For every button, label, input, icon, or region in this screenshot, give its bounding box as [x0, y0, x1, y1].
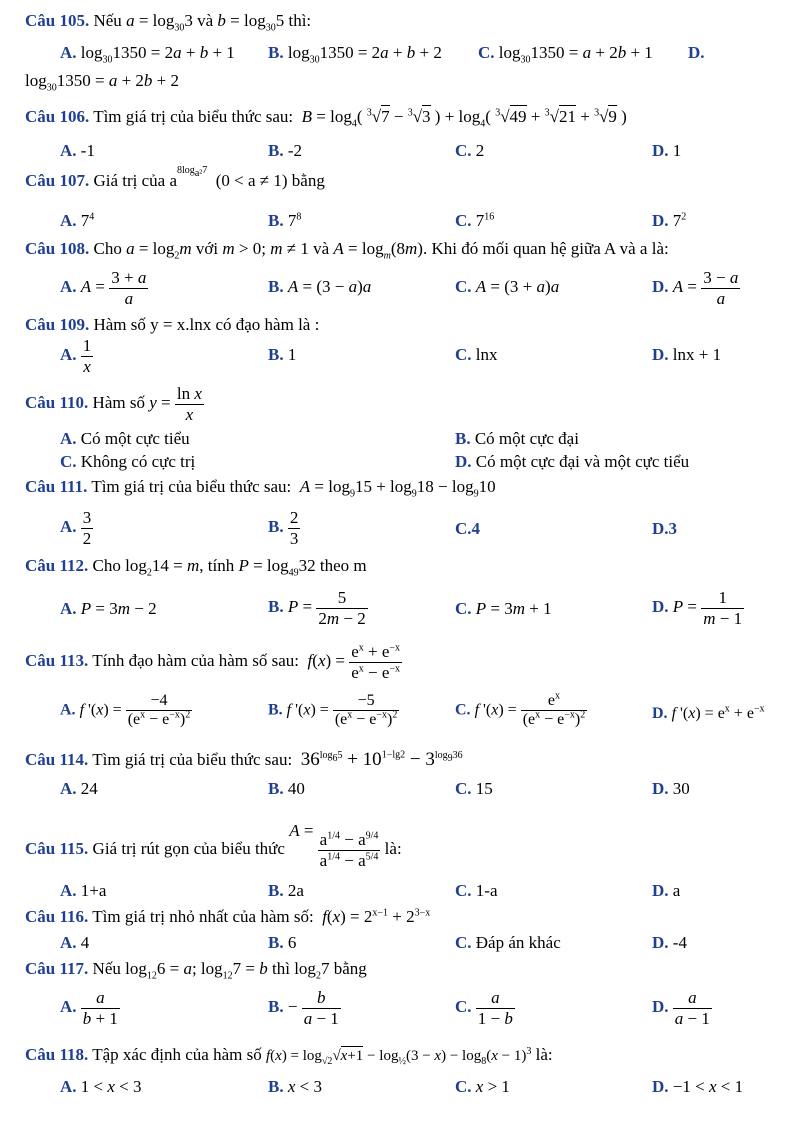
question-label: Câu 106.	[25, 107, 90, 126]
question-text: Tìm giá trị của biểu thức sau:	[93, 107, 294, 126]
question-label: Câu 110.	[25, 392, 89, 412]
question-label: Câu 108.	[25, 239, 90, 258]
option-107-b: B. $7^8$	[268, 211, 302, 230]
question-label: Câu 117.	[25, 959, 89, 978]
option-110-d: D. Có một cực đại và một cực tiểu	[455, 452, 690, 471]
option-118-c: C. x > 1	[455, 1077, 510, 1096]
option-105-d-text: $\log_{30}1350 = a + 2b + 2$	[25, 71, 180, 94]
option-109-d: D. lnx + 1	[652, 345, 722, 364]
option-113-a: A. f '(x) = $\frac{-4}{(e^x - e^{-x})^2}$	[60, 692, 191, 729]
option-116-d: D. -4	[652, 933, 687, 952]
question-text: Giá trị của	[93, 171, 166, 190]
option-107-c: C. $7^{16}$	[455, 211, 495, 230]
option-115-d: D. a	[652, 881, 681, 900]
option-118-a: A. 1 < x < 3	[60, 1077, 142, 1096]
question-label: Câu 114.	[25, 750, 89, 769]
option-114-d: D. 30	[652, 779, 690, 798]
option-108-d: D. A = $\frac{3 - a}{a}$	[652, 268, 739, 308]
option-118-b: B. x < 3	[268, 1077, 322, 1096]
option-113-d: D. f '$(x) = e^x + e^{-x}$	[652, 703, 765, 722]
option-109-c: C. lnx	[455, 345, 498, 364]
option-106-c: C. 2	[455, 141, 485, 160]
question-text: Nếu $a = \log_{30}3$ và $b = \log_{30}5$ thì:	[93, 11, 312, 34]
option-118-d: D. −1 < x < 1	[652, 1077, 744, 1096]
option-113-c: C. f '(x) = $\frac{e^x}{(e^x - e^{-x})^2}$	[455, 690, 586, 729]
option-116-b: B. 6	[268, 933, 297, 952]
question-114: Câu 114. Tìm giá trị của biểu thức sau: $36^{log_65} + 10^{1-lg2} - 3^{log_936}$	[25, 749, 463, 770]
option-112-b: B. P = $\frac{5}{2m - 2}$	[268, 588, 366, 628]
question-label: Câu 116.	[25, 907, 89, 926]
option-106-a: A. -1	[60, 141, 95, 160]
question-115: Câu 115. Giá trị rút gọn của biểu thức A = $\frac{a^{1/4} - a^{9/4}}{a^{1/4} - a^{5/4}}$ là:	[25, 820, 402, 870]
question-105	[25, 11, 312, 34]
option-109-b: B. 1	[268, 345, 297, 364]
option-107-d: D. $7^2$	[652, 211, 687, 230]
option-115-b: B. 2a	[268, 881, 304, 900]
option-107-a: A. $7^4$	[60, 211, 95, 230]
option-116-c: C. Đáp án khác	[455, 933, 561, 952]
question-109: Câu 109. Hàm số y = x.lnx có đạo hàm là :	[25, 315, 320, 334]
option-112-d: D. P = $\frac{1}{m - 1}$	[652, 588, 743, 628]
option-114-b: B. 40	[268, 779, 305, 798]
question-108: Câu 108. Cho $a = \log_2m$ với m > 0; m ≠ 1 và $A = \log_m(8m)$. Khi đó mối quan hệ giữa A và a là:	[25, 239, 669, 262]
option-106-d: D. 1	[652, 141, 682, 160]
option-111-c: C.4	[455, 519, 481, 538]
question-label: Câu 105.	[25, 11, 90, 30]
question-112: Câu 112. Cho $\log_214 = m$, tính $P = \log_{49}32$ theo m	[25, 556, 367, 579]
question-label: Câu 113.	[25, 650, 89, 670]
question-116: Câu 116. Tìm giá trị nhỏ nhất của hàm số: $f(x) = 2^{x-1} + 2^{3-x}$	[25, 907, 431, 926]
option-117-d: D. $\frac{a}{a - 1}$	[652, 988, 710, 1028]
option-108-c: C. A = (3 + a)a	[455, 277, 560, 296]
option-114-c: C. 15	[455, 779, 493, 798]
question-113: Câu 113. Tính đạo hàm của hàm số sau: f(x) = $\frac{e^x + e^{-x}}{e^x - e^{-x}}$	[25, 642, 401, 682]
question-label: Câu 115.	[25, 838, 89, 858]
option-105-d: D.	[688, 43, 705, 62]
question-111: Câu 111. Tìm giá trị của biểu thức sau: $A = \log_915 + \log_918 - \log_910$	[25, 477, 496, 500]
option-111-a: A. $\frac{3}{2}$	[60, 508, 92, 548]
option-106-b: B. -2	[268, 141, 303, 160]
option-114-a: A. 24	[60, 779, 98, 798]
option-105-b: B. $\log_{30}1350 = 2a + b + 2$	[268, 43, 442, 66]
question-110: Câu 110. Hàm số y = $\frac{\text{ln x}}{x}$	[25, 384, 202, 424]
option-112-c: C. P = 3m + 1	[455, 599, 552, 618]
option-108-b: B. A = (3 − a)a	[268, 277, 372, 296]
option-117-a: A. $\frac{a}{b + 1}$	[60, 988, 118, 1028]
option-109-a: A. $\frac{1}{x}$	[60, 336, 92, 376]
option-115-a: A. 1+a	[60, 881, 107, 900]
option-112-a: A. P = 3m − 2	[60, 599, 157, 618]
option-110-c: C. Không có cực trị	[60, 452, 196, 471]
option-113-b: B. f '(x) = $\frac{-5}{(e^x - e^{-x})^2}$	[268, 692, 398, 729]
question-label: Câu 107.	[25, 171, 90, 190]
option-117-b: B. − $\frac{b}{a - 1}$	[268, 988, 339, 1028]
option-110-a: A. Có một cực tiểu	[60, 429, 190, 448]
option-115-c: C. 1-a	[455, 881, 498, 900]
question-label: Câu 118.	[25, 1045, 89, 1064]
option-111-d: D.3	[652, 519, 678, 538]
question-label: Câu 111.	[25, 477, 88, 496]
option-105-c: C. $\log_{30}1350 = a + 2b + 1$	[478, 43, 653, 66]
question-117: Câu 117. Nếu $\log_{12}6 = a$; $\log_{12}7 = b$ thì $\log_27$ bằng	[25, 959, 367, 982]
question-label: Câu 112.	[25, 556, 89, 575]
option-117-c: C. $\frac{a}{1 - b}$	[455, 988, 513, 1028]
question-label: Câu 109.	[25, 315, 90, 334]
question-107: Câu 107. Giá trị của $a^{8log_{a^2}7}$ (0 < a ≠ 1) bằng	[25, 165, 325, 190]
option-110-b: B. Có một cực đại	[455, 429, 579, 448]
option-108-a: A. A = $\frac{3 + a}{a}$	[60, 268, 147, 308]
option-111-b: B. $\frac{2}{3}$	[268, 508, 299, 548]
option-105-a: A. $\log_{30}1350 = 2a + b + 1$	[60, 43, 235, 66]
option-116-a: A. 4	[60, 933, 90, 952]
question-106: Câu 106. Tìm giá trị của biểu thức sau: $B = \log_4$( $^3$√7 − $^3$√3 ) + $\log_4$( $^3$√49 + $^3$√21 + $^3$√9 )	[25, 107, 627, 130]
question-118: Câu 118. Tập xác định của hàm số $f(x) = \log_{√2}√x+1 - \log_{\frac{1}{2}}(3 - x) - \log_8(x - 1)^3$ là:	[25, 1045, 553, 1067]
